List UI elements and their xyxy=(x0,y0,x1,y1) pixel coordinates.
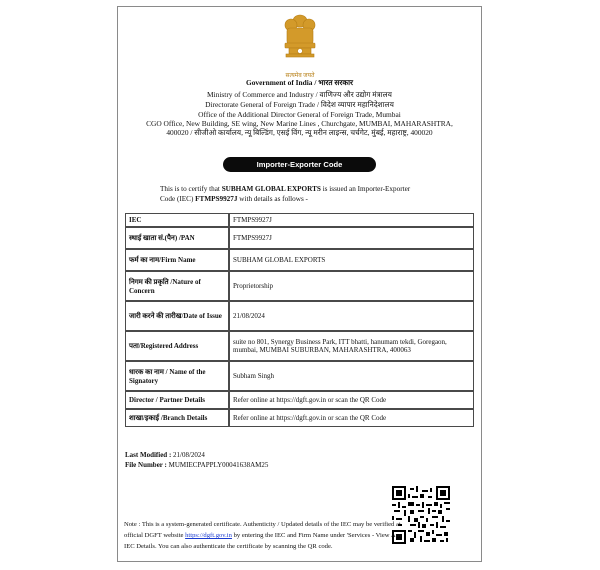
table-row xyxy=(125,227,474,249)
note-part3: by entering the IEC and Firm Name under 'Services - View Any xyxy=(231,532,403,539)
table-row xyxy=(125,213,474,227)
row-value: FTMPS9927J xyxy=(229,227,474,249)
certify-post: with details as follows - xyxy=(237,195,308,203)
row-label: निगम की प्रकृति /Nature of Concern xyxy=(125,271,229,301)
table-row xyxy=(125,361,474,391)
certify-code-pre: Code (IEC) xyxy=(160,195,196,203)
file-number-value: MUMIECPAPPLY00041638AM25 xyxy=(168,461,269,469)
row-value: Proprietorship xyxy=(229,271,474,301)
table-row xyxy=(125,249,474,271)
last-modified-value: 21/08/2024 xyxy=(173,451,205,459)
header-directorate: Directorate General of Foreign Trade / विदेश व्यापार महानिदेशालय xyxy=(205,100,394,109)
file-number-label: File Number : xyxy=(125,461,169,469)
last-modified-label: Last Modified : xyxy=(125,451,174,459)
table-row xyxy=(125,391,474,409)
header-address-line2: 400020 / सीजीओ कार्यालय, न्यू बिल्डिंग, एसई विंग, न्यू मरीन लाइन्स, चर्चगेट, मुंबई, महाराष्ट्र, 400020 xyxy=(166,128,433,137)
dgft-link[interactable]: https://dgft.gov.in xyxy=(185,532,232,539)
header-ministry: Ministry of Commerce and Industry / वाणिज्य और उद्योग मंत्रालय xyxy=(207,90,392,99)
header-government: Government of India / भारत सरकार xyxy=(245,78,354,87)
note-part2: official DGFT website xyxy=(124,532,186,539)
certify-pre: This is to certify that xyxy=(160,185,222,193)
title-badge: Importer-Exporter Code xyxy=(223,157,376,172)
table-row xyxy=(125,301,474,331)
row-label: धारक का नाम / Name of the Signatory xyxy=(125,361,229,391)
last-modified xyxy=(125,451,205,460)
emblem-motto: सत्यमेव जयते xyxy=(285,73,315,79)
row-label: जारी करने की तारीख/Date of Issue xyxy=(125,301,229,331)
row-label: फर्म का नाम/Firm Name xyxy=(125,249,229,271)
certify-mid: is issued an Importer-Exporter xyxy=(320,185,411,193)
certify-code: FTMPS9927J xyxy=(195,195,238,203)
national-emblem-icon xyxy=(276,12,324,70)
certify-firm: SUBHAM GLOBAL EXPORTS xyxy=(221,185,321,193)
table-row xyxy=(125,409,474,427)
row-value: Refer online at https://dgft.gov.in or scan the QR Code xyxy=(229,391,474,409)
note-text xyxy=(124,519,474,552)
row-value: 21/08/2024 xyxy=(229,301,474,331)
row-label: Director / Partner Details xyxy=(125,391,229,409)
row-value: FTMPS9927J xyxy=(229,213,474,227)
file-number xyxy=(125,461,268,470)
table-row xyxy=(125,271,474,301)
row-label: स्थाई खाता सं.(पैन) /PAN xyxy=(125,227,229,249)
certify-text xyxy=(160,184,460,204)
row-label: शाखा/इकाई /Branch Details xyxy=(125,409,229,427)
row-value: suite no 801, Synergy Business Park, ITT bhatti, hanumam tekdi, Goregaon, mumbai, MUMBAI SUBURBAN, MAHARASHTRA, 400063 xyxy=(229,331,474,361)
table-row xyxy=(125,331,474,361)
row-value: SUBHAM GLOBAL EXPORTS xyxy=(229,249,474,271)
header-office: Office of the Additional Director General of Foreign Trade, Mumbai xyxy=(198,110,401,119)
row-label: IEC xyxy=(125,213,229,227)
row-label: पता/Registered Address xyxy=(125,331,229,361)
row-value: Refer online at https://dgft.gov.in or scan the QR Code xyxy=(229,409,474,427)
note-part4: IEC Details. You can also authenticate the certificate by scanning the QR code. xyxy=(124,543,333,550)
note-part1: Note : This is a system-generated certificate. Authenticity / Updated details of the IEC may be verified at xyxy=(124,521,401,528)
header-address-line1: CGO Office, New Building, SE wing, New Marine Lines , Churchgate, MUMBAI, MAHARASHTRA, xyxy=(146,119,453,128)
row-value: Subham Singh xyxy=(229,361,474,391)
details-table xyxy=(125,213,474,427)
